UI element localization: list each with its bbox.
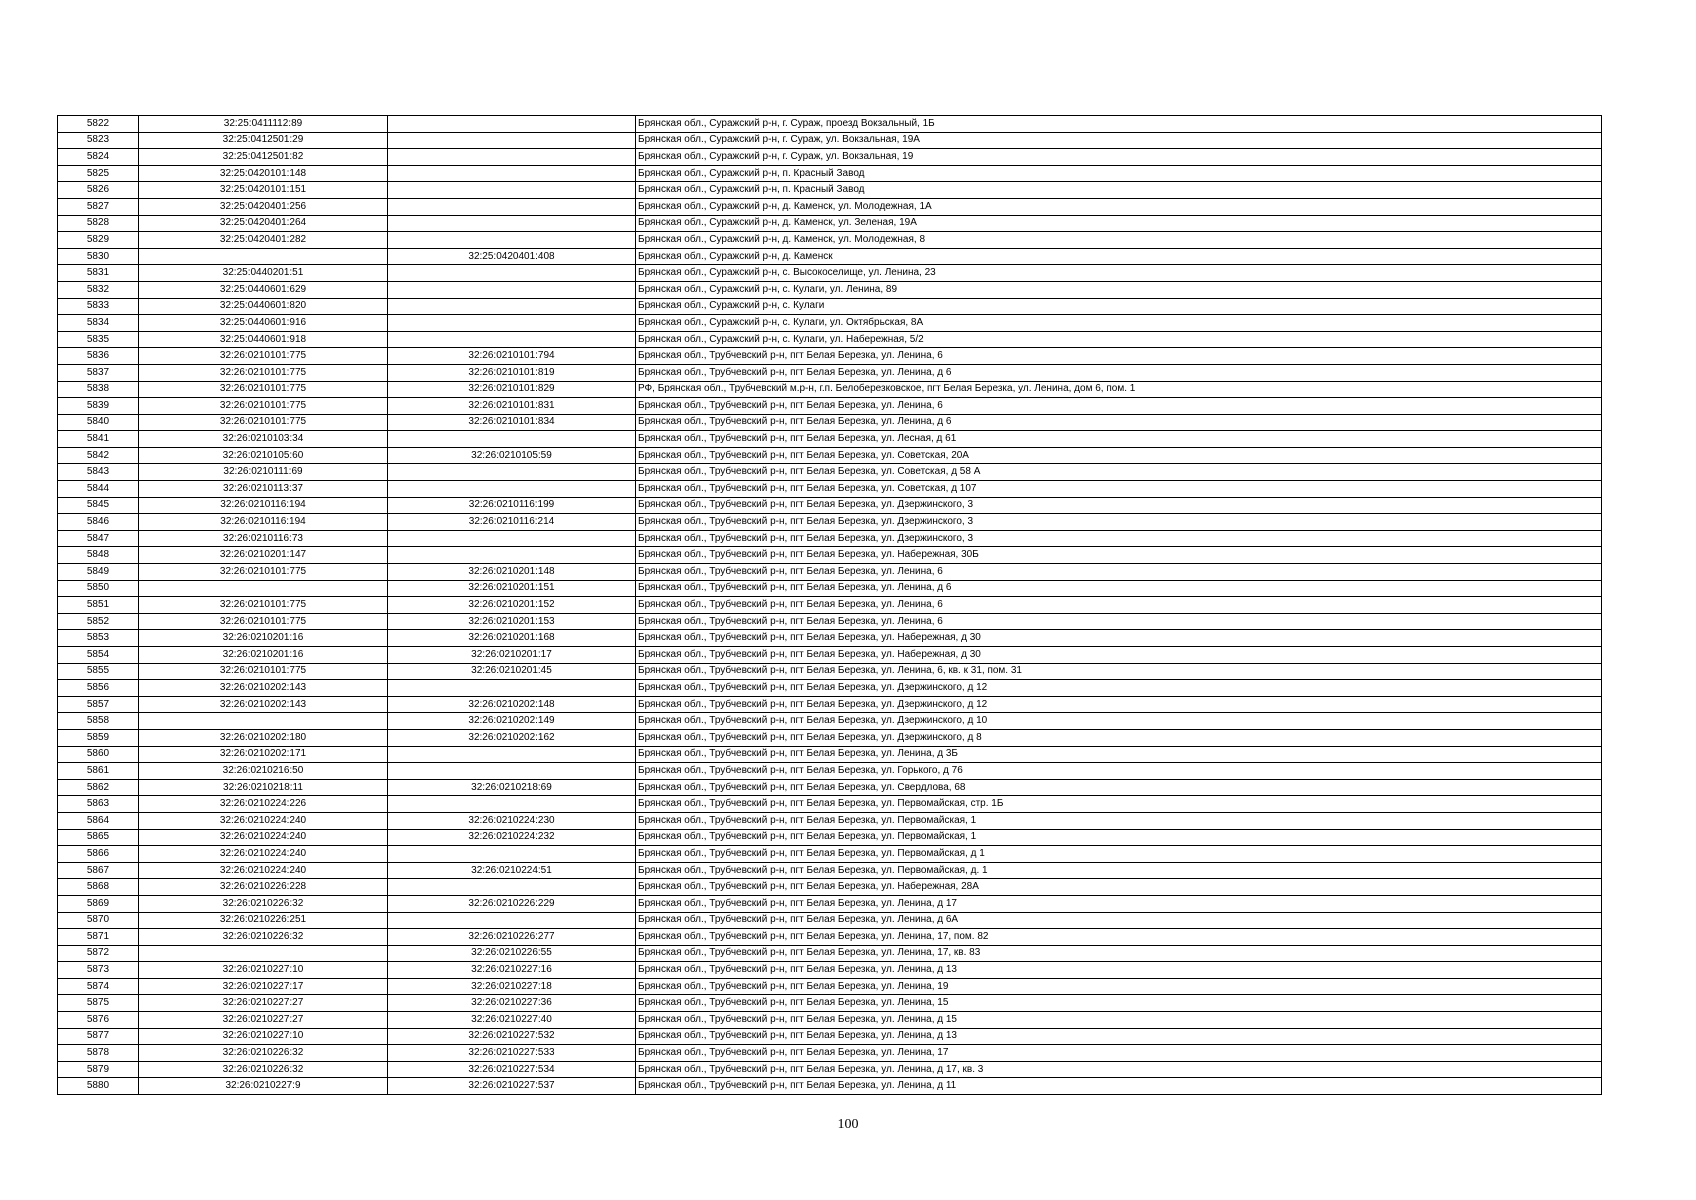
table-row — [58, 315, 1602, 332]
row-number-cell: 5845 — [58, 497, 139, 514]
table-row — [58, 149, 1602, 166]
object-cadastral-number-cell — [388, 796, 636, 813]
table-row — [58, 348, 1602, 365]
table-row — [58, 796, 1602, 813]
row-number-cell: 5867 — [58, 862, 139, 879]
object-cadastral-number-cell: 32:26:0210202:162 — [388, 729, 636, 746]
row-number-cell: 5870 — [58, 912, 139, 929]
object-cadastral-number-cell: 32:26:0210101:829 — [388, 381, 636, 398]
land-cadastral-number-cell: 32:26:0210201:16 — [139, 630, 388, 647]
object-cadastral-number-cell: 32:26:0210201:168 — [388, 630, 636, 647]
table-row — [58, 165, 1602, 182]
table-row — [58, 895, 1602, 912]
object-cadastral-number-cell — [388, 149, 636, 166]
land-cadastral-number-cell: 32:26:0210224:240 — [139, 812, 388, 829]
row-number-cell: 5826 — [58, 182, 139, 199]
object-cadastral-number-cell: 32:26:0210201:148 — [388, 564, 636, 581]
land-cadastral-number-cell: 32:26:0210227:10 — [139, 1028, 388, 1045]
registry-table-body — [58, 116, 1602, 1095]
table-row — [58, 846, 1602, 863]
address-cell: Брянская обл., Трубчевский р-н, пгт Белая Березка, ул. Ленина, д 17, кв. 3 — [636, 1061, 1602, 1078]
row-number-cell: 5868 — [58, 879, 139, 896]
object-cadastral-number-cell: 32:26:0210201:45 — [388, 663, 636, 680]
row-number-cell: 5874 — [58, 978, 139, 995]
land-cadastral-number-cell: 32:25:0412501:29 — [139, 132, 388, 149]
object-cadastral-number-cell: 32:26:0210227:18 — [388, 978, 636, 995]
row-number-cell: 5836 — [58, 348, 139, 365]
address-cell: Брянская обл., Трубчевский р-н, пгт Белая Березка, ул. Дзержинского, д 8 — [636, 729, 1602, 746]
land-cadastral-number-cell: 32:26:0210201:16 — [139, 647, 388, 664]
object-cadastral-number-cell — [388, 547, 636, 564]
land-cadastral-number-cell: 32:26:0210224:240 — [139, 862, 388, 879]
table-row — [58, 680, 1602, 697]
table-row — [58, 580, 1602, 597]
row-number-cell: 5827 — [58, 198, 139, 215]
address-cell: Брянская обл., Трубчевский р-н, пгт Белая Березка, ул. Дзержинского, 3 — [636, 530, 1602, 547]
table-row — [58, 746, 1602, 763]
land-cadastral-number-cell: 32:26:0210227:9 — [139, 1078, 388, 1095]
object-cadastral-number-cell — [388, 530, 636, 547]
object-cadastral-number-cell — [388, 165, 636, 182]
address-cell: Брянская обл., Суражский р-н, с. Высокоселище, ул. Ленина, 23 — [636, 265, 1602, 282]
table-row — [58, 514, 1602, 531]
address-cell: Брянская обл., Трубчевский р-н, пгт Белая Березка, ул. Ленина, 15 — [636, 995, 1602, 1012]
land-cadastral-number-cell: 32:25:0440601:629 — [139, 281, 388, 298]
table-row — [58, 879, 1602, 896]
address-cell: Брянская обл., Суражский р-н, г. Сураж, проезд Вокзальный, 1Б — [636, 116, 1602, 133]
land-cadastral-number-cell: 32:26:0210202:143 — [139, 680, 388, 697]
address-cell: Брянская обл., Суражский р-н, д. Каменск — [636, 248, 1602, 265]
address-cell: Брянская обл., Суражский р-н, с. Кулаги, ул. Октябрьская, 8А — [636, 315, 1602, 332]
address-cell: Брянская обл., Трубчевский р-н, пгт Белая Березка, ул. Ленина, д 6А — [636, 912, 1602, 929]
row-number-cell: 5837 — [58, 364, 139, 381]
address-cell: Брянская обл., Суражский р-н, с. Кулаги — [636, 298, 1602, 315]
object-cadastral-number-cell: 32:26:0210101:819 — [388, 364, 636, 381]
row-number-cell: 5872 — [58, 945, 139, 962]
row-number-cell: 5843 — [58, 464, 139, 481]
land-cadastral-number-cell: 32:26:0210101:775 — [139, 348, 388, 365]
row-number-cell: 5856 — [58, 680, 139, 697]
land-cadastral-number-cell: 32:26:0210227:17 — [139, 978, 388, 995]
land-cadastral-number-cell: 32:26:0210227:10 — [139, 962, 388, 979]
address-cell: Брянская обл., Суражский р-н, д. Каменск, ул. Молодежная, 1А — [636, 198, 1602, 215]
address-cell: Брянская обл., Трубчевский р-н, пгт Белая Березка, ул. Дзержинского, 3 — [636, 497, 1602, 514]
address-cell: Брянская обл., Трубчевский р-н, пгт Белая Березка, ул. Ленина, 17, пом. 82 — [636, 929, 1602, 946]
object-cadastral-number-cell: 32:26:0210227:36 — [388, 995, 636, 1012]
row-number-cell: 5864 — [58, 812, 139, 829]
row-number-cell: 5880 — [58, 1078, 139, 1095]
object-cadastral-number-cell: 32:26:0210201:17 — [388, 647, 636, 664]
land-cadastral-number-cell: 32:26:0210226:32 — [139, 895, 388, 912]
object-cadastral-number-cell: 32:26:0210218:69 — [388, 779, 636, 796]
row-number-cell: 5871 — [58, 929, 139, 946]
object-cadastral-number-cell: 32:26:0210201:151 — [388, 580, 636, 597]
table-row — [58, 1045, 1602, 1062]
land-cadastral-number-cell: 32:25:0412501:82 — [139, 149, 388, 166]
table-row — [58, 215, 1602, 232]
row-number-cell: 5831 — [58, 265, 139, 282]
object-cadastral-number-cell: 32:26:0210202:149 — [388, 713, 636, 730]
object-cadastral-number-cell: 32:26:0210201:153 — [388, 613, 636, 630]
row-number-cell: 5869 — [58, 895, 139, 912]
land-cadastral-number-cell: 32:26:0210202:180 — [139, 729, 388, 746]
object-cadastral-number-cell: 32:26:0210101:794 — [388, 348, 636, 365]
land-cadastral-number-cell: 32:26:0210101:775 — [139, 613, 388, 630]
row-number-cell: 5854 — [58, 647, 139, 664]
table-row — [58, 182, 1602, 199]
row-number-cell: 5852 — [58, 613, 139, 630]
address-cell: Брянская обл., Трубчевский р-н, пгт Белая Березка, ул. Ленина, 17, кв. 83 — [636, 945, 1602, 962]
land-cadastral-number-cell: 32:26:0210116:194 — [139, 514, 388, 531]
row-number-cell: 5855 — [58, 663, 139, 680]
row-number-cell: 5842 — [58, 447, 139, 464]
table-row — [58, 630, 1602, 647]
land-cadastral-number-cell: 32:25:0440601:820 — [139, 298, 388, 315]
row-number-cell: 5876 — [58, 1012, 139, 1029]
address-cell: Брянская обл., Трубчевский р-н, пгт Белая Березка, ул. Советская, д 58 А — [636, 464, 1602, 481]
table-row — [58, 945, 1602, 962]
row-number-cell: 5879 — [58, 1061, 139, 1078]
object-cadastral-number-cell: 32:26:0210226:55 — [388, 945, 636, 962]
address-cell: Брянская обл., Суражский р-н, д. Каменск, ул. Зеленая, 19А — [636, 215, 1602, 232]
land-cadastral-number-cell: 32:25:0420101:148 — [139, 165, 388, 182]
object-cadastral-number-cell: 32:26:0210227:40 — [388, 1012, 636, 1029]
table-row — [58, 812, 1602, 829]
object-cadastral-number-cell: 32:26:0210101:831 — [388, 398, 636, 415]
address-cell: Брянская обл., Трубчевский р-н, пгт Белая Березка, ул. Ленина, д 6 — [636, 580, 1602, 597]
address-cell: Брянская обл., Трубчевский р-н, пгт Белая Березка, ул. Первомайская, стр. 1Б — [636, 796, 1602, 813]
object-cadastral-number-cell: 32:26:0210227:533 — [388, 1045, 636, 1062]
address-cell: Брянская обл., Суражский р-н, п. Красный Завод — [636, 165, 1602, 182]
table-row — [58, 647, 1602, 664]
table-row — [58, 281, 1602, 298]
object-cadastral-number-cell — [388, 265, 636, 282]
table-row — [58, 1061, 1602, 1078]
address-cell: Брянская обл., Трубчевский р-н, пгт Белая Березка, ул. Дзержинского, д 12 — [636, 680, 1602, 697]
row-number-cell: 5866 — [58, 846, 139, 863]
table-row — [58, 232, 1602, 249]
address-cell: Брянская обл., Трубчевский р-н, пгт Белая Березка, ул. Набережная, 30Б — [636, 547, 1602, 564]
address-cell: Брянская обл., Трубчевский р-н, пгт Белая Березка, ул. Ленина, д 13 — [636, 962, 1602, 979]
address-cell: Брянская обл., Трубчевский р-н, пгт Белая Березка, ул. Ленина, д 11 — [636, 1078, 1602, 1095]
land-cadastral-number-cell: 32:26:0210224:240 — [139, 846, 388, 863]
land-cadastral-number-cell: 32:26:0210101:775 — [139, 597, 388, 614]
table-row — [58, 331, 1602, 348]
row-number-cell: 5858 — [58, 713, 139, 730]
land-cadastral-number-cell: 32:26:0210224:226 — [139, 796, 388, 813]
address-cell: Брянская обл., Трубчевский р-н, пгт Белая Березка, ул. Ленина, 6 — [636, 613, 1602, 630]
row-number-cell: 5849 — [58, 564, 139, 581]
registry-table — [57, 115, 1602, 1095]
address-cell: Брянская обл., Трубчевский р-н, пгт Белая Березка, ул. Дзержинского, 3 — [636, 514, 1602, 531]
table-row — [58, 381, 1602, 398]
object-cadastral-number-cell: 32:26:0210227:16 — [388, 962, 636, 979]
row-number-cell: 5873 — [58, 962, 139, 979]
address-cell: Брянская обл., Трубчевский р-н, пгт Белая Березка, ул. Свердлова, 68 — [636, 779, 1602, 796]
table-row — [58, 912, 1602, 929]
address-cell: Брянская обл., Трубчевский р-н, пгт Белая Березка, ул. Ленина, 6 — [636, 597, 1602, 614]
address-cell: Брянская обл., Трубчевский р-н, пгт Белая Березка, ул. Первомайская, 1 — [636, 812, 1602, 829]
land-cadastral-number-cell: 32:26:0210103:34 — [139, 431, 388, 448]
address-cell: Брянская обл., Трубчевский р-н, пгт Белая Березка, ул. Дзержинского, д 12 — [636, 696, 1602, 713]
object-cadastral-number-cell — [388, 879, 636, 896]
table-row — [58, 862, 1602, 879]
land-cadastral-number-cell: 32:25:0440601:916 — [139, 315, 388, 332]
object-cadastral-number-cell: 32:25:0420401:408 — [388, 248, 636, 265]
land-cadastral-number-cell: 32:26:0210224:240 — [139, 829, 388, 846]
row-number-cell: 5875 — [58, 995, 139, 1012]
row-number-cell: 5853 — [58, 630, 139, 647]
row-number-cell: 5848 — [58, 547, 139, 564]
address-cell: Брянская обл., Трубчевский р-н, пгт Белая Березка, ул. Набережная, д 30 — [636, 647, 1602, 664]
land-cadastral-number-cell: 32:26:0210202:143 — [139, 696, 388, 713]
table-row — [58, 431, 1602, 448]
object-cadastral-number-cell: 32:26:0210227:532 — [388, 1028, 636, 1045]
land-cadastral-number-cell: 32:26:0210101:775 — [139, 364, 388, 381]
land-cadastral-number-cell: 32:26:0210105:60 — [139, 447, 388, 464]
table-row — [58, 829, 1602, 846]
address-cell: Брянская обл., Трубчевский р-н, пгт Белая Березка, ул. Ленина, д 6 — [636, 364, 1602, 381]
object-cadastral-number-cell — [388, 680, 636, 697]
land-cadastral-number-cell: 32:26:0210216:50 — [139, 763, 388, 780]
address-cell: Брянская обл., Трубчевский р-н, пгт Белая Березка, ул. Ленина, д 13 — [636, 1028, 1602, 1045]
object-cadastral-number-cell — [388, 431, 636, 448]
address-cell: Брянская обл., Трубчевский р-н, пгт Белая Березка, ул. Первомайская, д 1 — [636, 846, 1602, 863]
object-cadastral-number-cell — [388, 912, 636, 929]
object-cadastral-number-cell — [388, 215, 636, 232]
address-cell: Брянская обл., Трубчевский р-н, пгт Белая Березка, ул. Ленина, д 3Б — [636, 746, 1602, 763]
object-cadastral-number-cell — [388, 182, 636, 199]
table-row — [58, 116, 1602, 133]
table-row — [58, 779, 1602, 796]
row-number-cell: 5862 — [58, 779, 139, 796]
object-cadastral-number-cell — [388, 298, 636, 315]
land-cadastral-number-cell: 32:26:0210101:775 — [139, 398, 388, 415]
row-number-cell: 5824 — [58, 149, 139, 166]
object-cadastral-number-cell: 32:26:0210116:214 — [388, 514, 636, 531]
object-cadastral-number-cell — [388, 116, 636, 133]
object-cadastral-number-cell: 32:26:0210226:277 — [388, 929, 636, 946]
address-cell: Брянская обл., Трубчевский р-н, пгт Белая Березка, ул. Набережная, д 30 — [636, 630, 1602, 647]
object-cadastral-number-cell — [388, 763, 636, 780]
land-cadastral-number-cell: 32:26:0210116:73 — [139, 530, 388, 547]
table-row — [58, 1028, 1602, 1045]
row-number-cell: 5878 — [58, 1045, 139, 1062]
land-cadastral-number-cell — [139, 580, 388, 597]
row-number-cell: 5823 — [58, 132, 139, 149]
row-number-cell: 5839 — [58, 398, 139, 415]
land-cadastral-number-cell: 32:26:0210226:32 — [139, 929, 388, 946]
land-cadastral-number-cell: 32:26:0210101:775 — [139, 381, 388, 398]
table-row — [58, 530, 1602, 547]
land-cadastral-number-cell — [139, 248, 388, 265]
land-cadastral-number-cell: 32:26:0210227:27 — [139, 1012, 388, 1029]
table-row — [58, 497, 1602, 514]
land-cadastral-number-cell: 32:26:0210116:194 — [139, 497, 388, 514]
address-cell: Брянская обл., Трубчевский р-н, пгт Белая Березка, ул. Ленина, д 17 — [636, 895, 1602, 912]
table-row — [58, 663, 1602, 680]
object-cadastral-number-cell — [388, 746, 636, 763]
row-number-cell: 5859 — [58, 729, 139, 746]
row-number-cell: 5860 — [58, 746, 139, 763]
object-cadastral-number-cell: 32:26:0210227:534 — [388, 1061, 636, 1078]
row-number-cell: 5828 — [58, 215, 139, 232]
row-number-cell: 5838 — [58, 381, 139, 398]
row-number-cell: 5857 — [58, 696, 139, 713]
table-row — [58, 481, 1602, 498]
table-row — [58, 364, 1602, 381]
object-cadastral-number-cell — [388, 232, 636, 249]
table-row — [58, 929, 1602, 946]
land-cadastral-number-cell: 32:26:0210113:37 — [139, 481, 388, 498]
row-number-cell: 5851 — [58, 597, 139, 614]
table-row — [58, 729, 1602, 746]
address-cell: Брянская обл., Трубчевский р-н, пгт Белая Березка, ул. Первомайская, д. 1 — [636, 862, 1602, 879]
row-number-cell: 5840 — [58, 414, 139, 431]
land-cadastral-number-cell: 32:26:0210226:32 — [139, 1061, 388, 1078]
row-number-cell: 5825 — [58, 165, 139, 182]
land-cadastral-number-cell: 32:26:0210101:775 — [139, 414, 388, 431]
table-row — [58, 248, 1602, 265]
object-cadastral-number-cell — [388, 281, 636, 298]
address-cell: Брянская обл., Трубчевский р-н, пгт Белая Березка, ул. Первомайская, 1 — [636, 829, 1602, 846]
address-cell: Брянская обл., Трубчевский р-н, пгт Белая Березка, ул. Ленина, д 6 — [636, 414, 1602, 431]
object-cadastral-number-cell: 32:26:0210224:232 — [388, 829, 636, 846]
table-row — [58, 398, 1602, 415]
table-row — [58, 132, 1602, 149]
land-cadastral-number-cell: 32:25:0440201:51 — [139, 265, 388, 282]
object-cadastral-number-cell: 32:26:0210224:51 — [388, 862, 636, 879]
table-row — [58, 547, 1602, 564]
row-number-cell: 5822 — [58, 116, 139, 133]
land-cadastral-number-cell: 32:26:0210202:171 — [139, 746, 388, 763]
address-cell: Брянская обл., Суражский р-н, д. Каменск, ул. Молодежная, 8 — [636, 232, 1602, 249]
land-cadastral-number-cell: 32:26:0210226:32 — [139, 1045, 388, 1062]
row-number-cell: 5841 — [58, 431, 139, 448]
row-number-cell: 5846 — [58, 514, 139, 531]
object-cadastral-number-cell — [388, 464, 636, 481]
table-row — [58, 1078, 1602, 1095]
object-cadastral-number-cell: 32:26:0210201:152 — [388, 597, 636, 614]
land-cadastral-number-cell: 32:25:0420401:264 — [139, 215, 388, 232]
row-number-cell: 5877 — [58, 1028, 139, 1045]
row-number-cell: 5865 — [58, 829, 139, 846]
table-row — [58, 464, 1602, 481]
object-cadastral-number-cell — [388, 132, 636, 149]
object-cadastral-number-cell: 32:26:0210224:230 — [388, 812, 636, 829]
table-row — [58, 713, 1602, 730]
land-cadastral-number-cell — [139, 713, 388, 730]
row-number-cell: 5844 — [58, 481, 139, 498]
address-cell: Брянская обл., Суражский р-н, с. Кулаги, ул. Набережная, 5/2 — [636, 331, 1602, 348]
address-cell: Брянская обл., Трубчевский р-н, пгт Белая Березка, ул. Ленина, 6 — [636, 564, 1602, 581]
object-cadastral-number-cell — [388, 846, 636, 863]
table-row — [58, 447, 1602, 464]
object-cadastral-number-cell: 32:26:0210226:229 — [388, 895, 636, 912]
page-number: 100 — [837, 1117, 859, 1132]
address-cell: Брянская обл., Трубчевский р-н, пгт Белая Березка, ул. Горького, д 76 — [636, 763, 1602, 780]
land-cadastral-number-cell: 32:25:0420401:282 — [139, 232, 388, 249]
object-cadastral-number-cell: 32:26:0210105:59 — [388, 447, 636, 464]
table-row — [58, 763, 1602, 780]
row-number-cell: 5832 — [58, 281, 139, 298]
table-row — [58, 564, 1602, 581]
land-cadastral-number-cell: 32:25:0411112:89 — [139, 116, 388, 133]
table-row — [58, 696, 1602, 713]
table-row — [58, 1012, 1602, 1029]
row-number-cell: 5834 — [58, 315, 139, 332]
address-cell: РФ, Брянская обл., Трубчевский м.р-н, г.п. Белоберезковское, пгт Белая Березка, ул. Ленина, дом 6, пом. 1 — [636, 381, 1602, 398]
address-cell: Брянская обл., Суражский р-н, г. Сураж, ул. Вокзальная, 19 — [636, 149, 1602, 166]
land-cadastral-number-cell: 32:26:0210101:775 — [139, 564, 388, 581]
land-cadastral-number-cell: 32:26:0210227:27 — [139, 995, 388, 1012]
land-cadastral-number-cell: 32:26:0210226:228 — [139, 879, 388, 896]
address-cell: Брянская обл., Трубчевский р-н, пгт Белая Березка, ул. Ленина, д 15 — [636, 1012, 1602, 1029]
land-cadastral-number-cell: 32:26:0210201:147 — [139, 547, 388, 564]
address-cell: Брянская обл., Трубчевский р-н, пгт Белая Березка, ул. Дзержинского, д 10 — [636, 713, 1602, 730]
object-cadastral-number-cell — [388, 198, 636, 215]
address-cell: Брянская обл., Трубчевский р-н, пгт Белая Березка, ул. Советская, д 107 — [636, 481, 1602, 498]
object-cadastral-number-cell — [388, 481, 636, 498]
address-cell: Брянская обл., Суражский р-н, г. Сураж, ул. Вокзальная, 19А — [636, 132, 1602, 149]
row-number-cell: 5830 — [58, 248, 139, 265]
land-cadastral-number-cell: 32:26:0210218:11 — [139, 779, 388, 796]
address-cell: Брянская обл., Трубчевский р-н, пгт Белая Березка, ул. Ленина, 17 — [636, 1045, 1602, 1062]
table-row — [58, 597, 1602, 614]
row-number-cell: 5829 — [58, 232, 139, 249]
table-row — [58, 613, 1602, 630]
address-cell: Брянская обл., Суражский р-н, п. Красный Завод — [636, 182, 1602, 199]
address-cell: Брянская обл., Суражский р-н, с. Кулаги, ул. Ленина, 89 — [636, 281, 1602, 298]
land-cadastral-number-cell: 32:26:0210111:69 — [139, 464, 388, 481]
table-row — [58, 995, 1602, 1012]
land-cadastral-number-cell: 32:26:0210101:775 — [139, 663, 388, 680]
object-cadastral-number-cell: 32:26:0210101:834 — [388, 414, 636, 431]
address-cell: Брянская обл., Трубчевский р-н, пгт Белая Березка, ул. Набережная, 28А — [636, 879, 1602, 896]
land-cadastral-number-cell: 32:25:0440601:918 — [139, 331, 388, 348]
address-cell: Брянская обл., Трубчевский р-н, пгт Белая Березка, ул. Ленина, 6, кв. к 31, пом. 31 — [636, 663, 1602, 680]
row-number-cell: 5850 — [58, 580, 139, 597]
table-row — [58, 978, 1602, 995]
object-cadastral-number-cell: 32:26:0210227:537 — [388, 1078, 636, 1095]
address-cell: Брянская обл., Трубчевский р-н, пгт Белая Березка, ул. Советская, 20А — [636, 447, 1602, 464]
address-cell: Брянская обл., Трубчевский р-н, пгт Белая Березка, ул. Лесная, д 61 — [636, 431, 1602, 448]
object-cadastral-number-cell: 32:26:0210116:199 — [388, 497, 636, 514]
row-number-cell: 5835 — [58, 331, 139, 348]
land-cadastral-number-cell — [139, 945, 388, 962]
object-cadastral-number-cell — [388, 315, 636, 332]
table-row — [58, 265, 1602, 282]
table-row — [58, 414, 1602, 431]
table-row — [58, 298, 1602, 315]
object-cadastral-number-cell: 32:26:0210202:148 — [388, 696, 636, 713]
address-cell: Брянская обл., Трубчевский р-н, пгт Белая Березка, ул. Ленина, 6 — [636, 348, 1602, 365]
table-row — [58, 962, 1602, 979]
table-row — [58, 198, 1602, 215]
land-cadastral-number-cell: 32:26:0210226:251 — [139, 912, 388, 929]
address-cell: Брянская обл., Трубчевский р-н, пгт Белая Березка, ул. Ленина, 6 — [636, 398, 1602, 415]
land-cadastral-number-cell: 32:25:0420401:256 — [139, 198, 388, 215]
row-number-cell: 5861 — [58, 763, 139, 780]
row-number-cell: 5847 — [58, 530, 139, 547]
object-cadastral-number-cell — [388, 331, 636, 348]
row-number-cell: 5833 — [58, 298, 139, 315]
row-number-cell: 5863 — [58, 796, 139, 813]
address-cell: Брянская обл., Трубчевский р-н, пгт Белая Березка, ул. Ленина, 19 — [636, 978, 1602, 995]
land-cadastral-number-cell: 32:25:0420101:151 — [139, 182, 388, 199]
